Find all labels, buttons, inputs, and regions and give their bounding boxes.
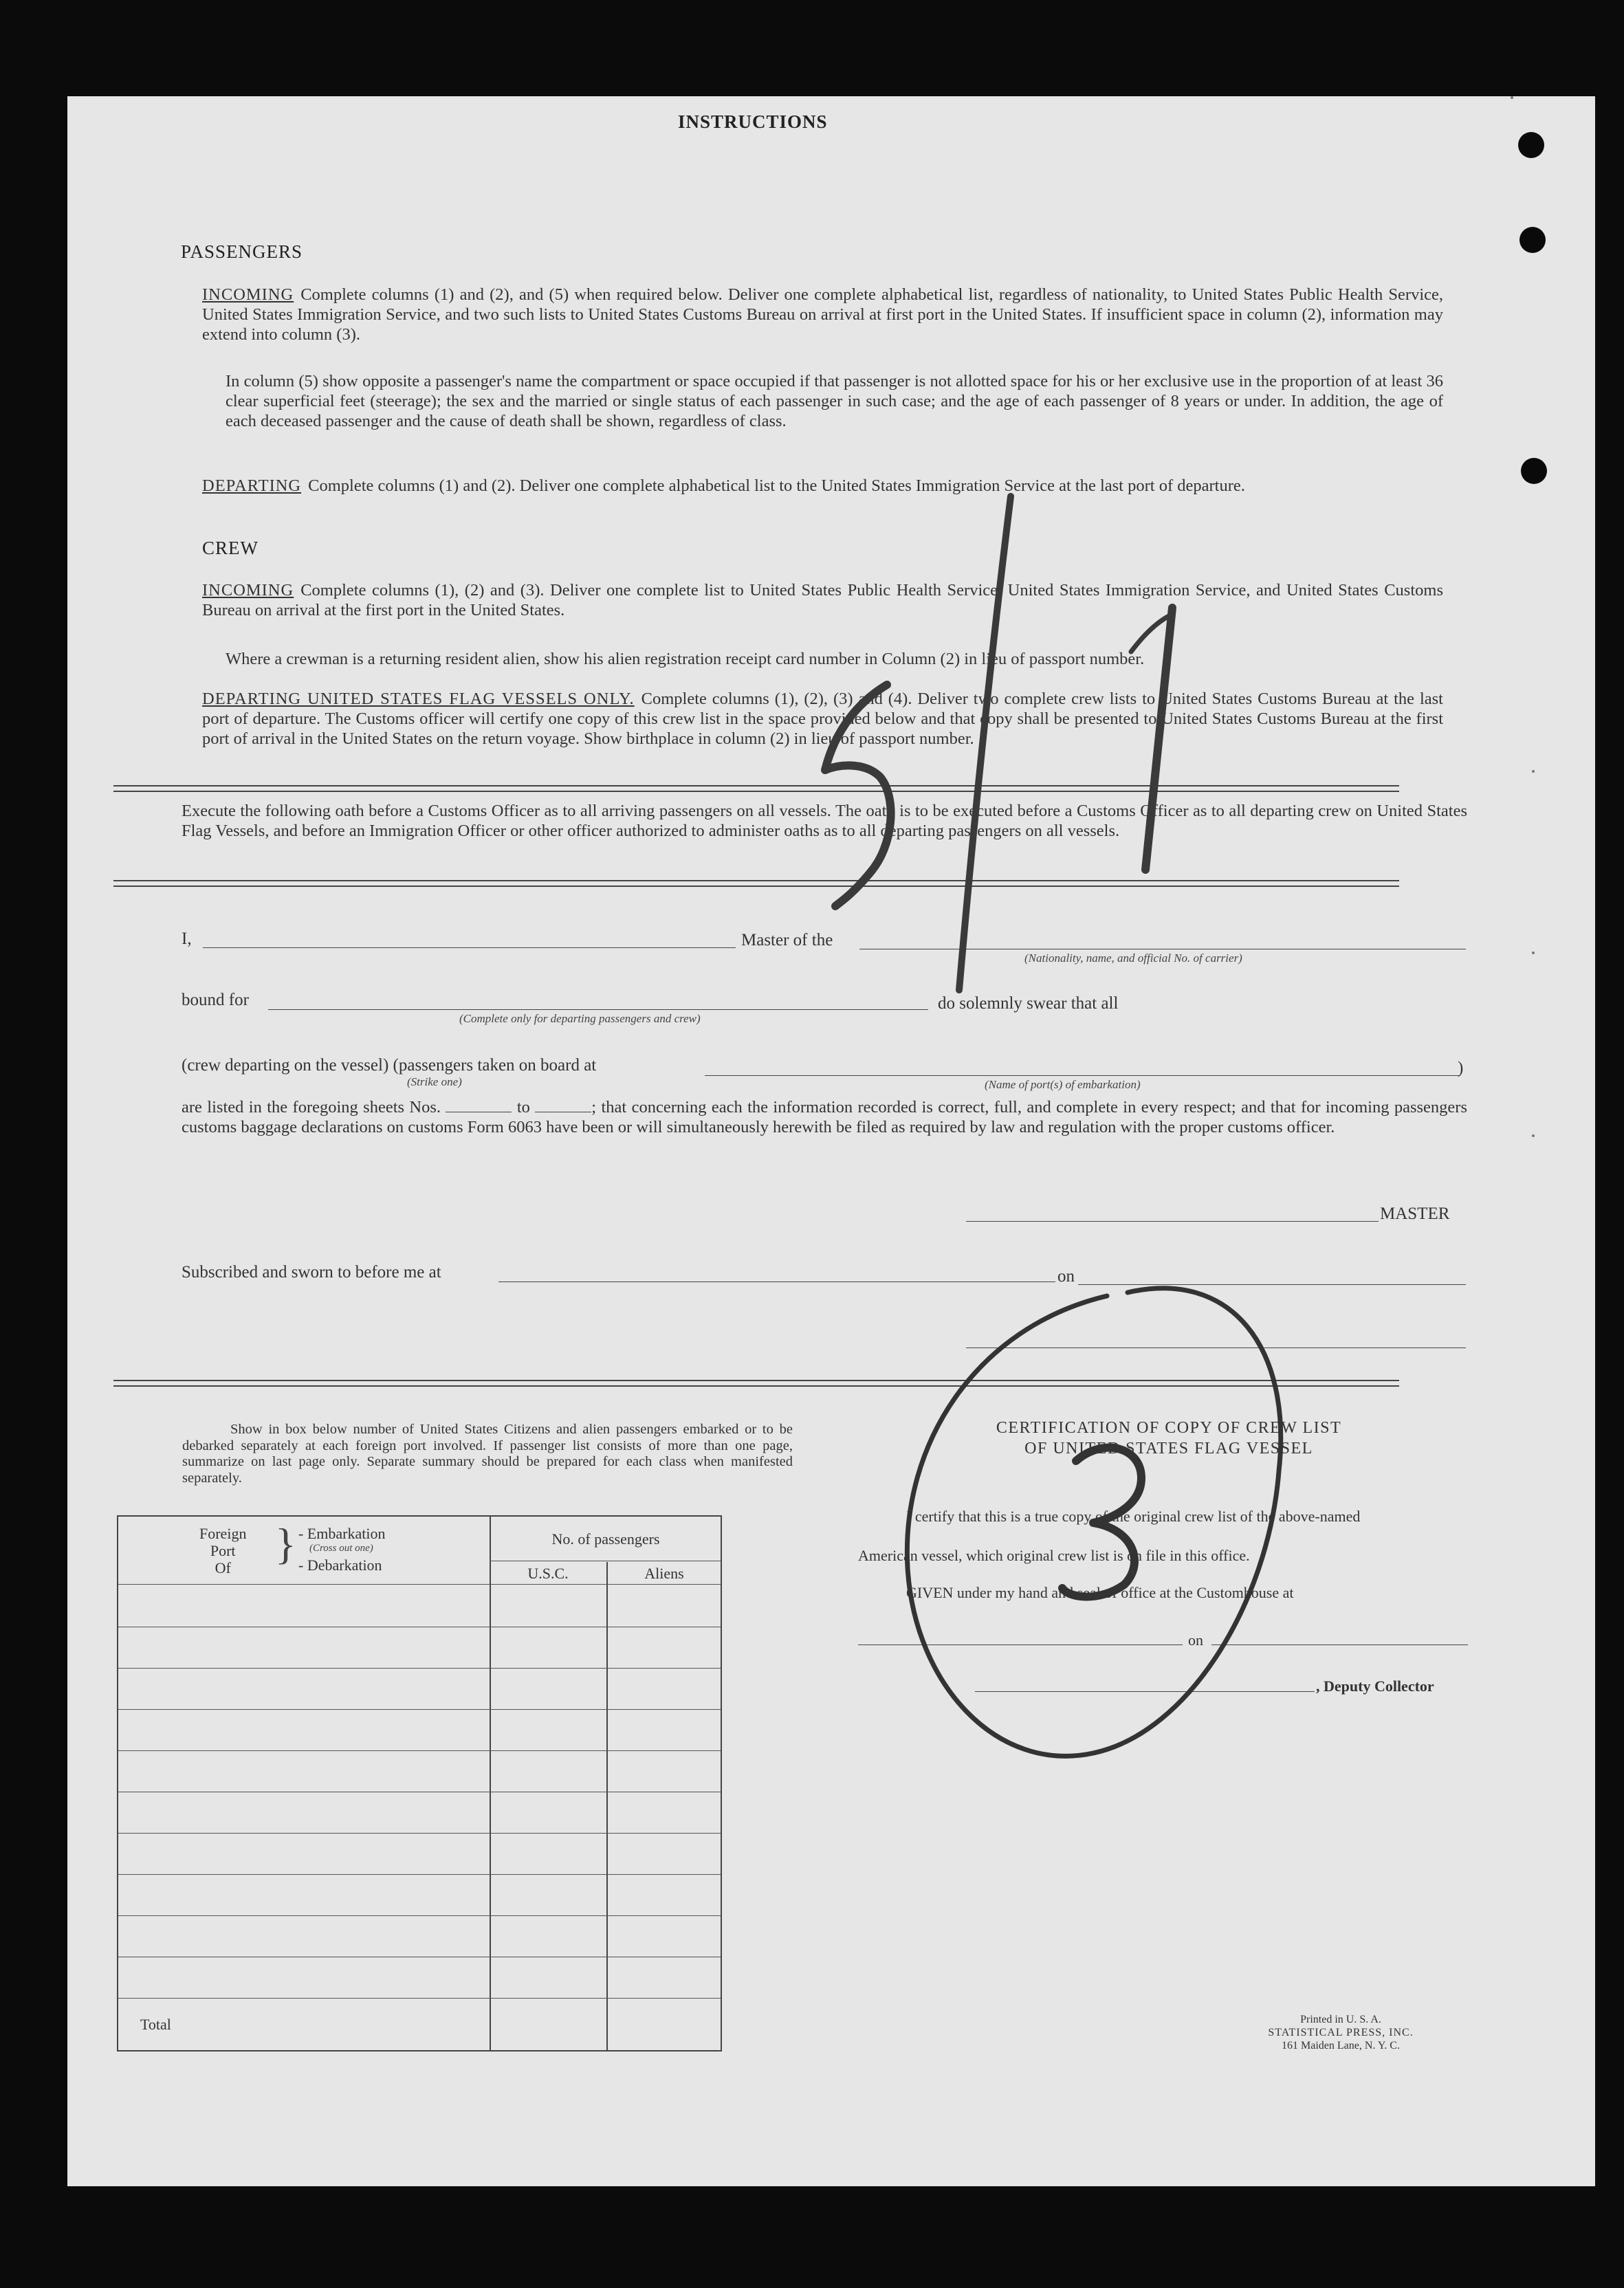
passengers-departing-text: Complete columns (1) and (2). Deliver one complete alphabetical list to the United States Immigration Service at the last port of departure.: [308, 476, 1245, 495]
total-label: Total: [140, 2016, 171, 2033]
brace-glyph: }: [275, 1519, 296, 1568]
table-row: [118, 1709, 721, 1710]
embarkation-label: - Embarkation: [298, 1525, 386, 1542]
passengers-incoming-lead: INCOMING: [202, 285, 294, 304]
certify-text-2: American vessel, which original crew list is on file in this office.: [858, 1547, 1250, 1564]
table-row: [118, 1833, 721, 1834]
port-label: Port: [210, 1542, 236, 1559]
crew-incoming-text: Complete columns (1), (2) and (3). Deliver one complete list to United States Public Health Service, United States Immigration Service, and United States Customs Bureau on arrival at the first port in the United States.: [202, 581, 1443, 619]
passengers-incoming-text: Complete columns (1) and (2), and (5) when required below. Deliver one complete alphabetical list, regardless of nationality, to United States Public Health Service, United States Immigration Service, and two such lists to United States Customs Bureau on arrival at first port in the United States. If insufficient space in column (2), information may extend into column (3).: [202, 285, 1443, 344]
debarkation-label: - Debarkation: [298, 1556, 382, 1574]
header-bottom-rule: [118, 1584, 721, 1585]
printer-imprint: [1238, 2013, 1444, 2052]
punch-hole: [1518, 132, 1544, 158]
foreign-label: Foreign: [199, 1525, 247, 1542]
deputy-collector-label: , Deputy Collector: [1316, 1678, 1434, 1695]
certify-text-1: I certify that this is a true copy of the original crew list of the above-named: [906, 1508, 1361, 1525]
carrier-caption: (Nationality, name, and official No. of carrier): [1024, 952, 1242, 965]
swear-text: do solemnly swear that all: [938, 994, 1119, 1013]
crew-departing-text: (crew departing on the vessel) (passengers taken on board at: [182, 1056, 597, 1075]
passengers-departing-paragraph: [202, 476, 1443, 496]
table-row: [118, 1668, 721, 1669]
punch-hole: [1519, 227, 1546, 253]
certification-on-label: on: [1188, 1631, 1203, 1649]
summary-instructions: Show in box below number of United States Citizens and alien passengers embarked or to be debarked separately at each foreign port involved. If passenger list consists of more than one page, summarize on last page only. Separate summary should be prepared for each class when manifested separately.: [182, 1422, 793, 1486]
crew-incoming-lead: INCOMING: [202, 581, 294, 600]
passengers-incoming-paragraph: [202, 285, 1443, 344]
passenger-summary-table: [117, 1515, 722, 2052]
given-text: GIVEN under my hand and seal of office at the Customhouse at: [906, 1584, 1294, 1601]
oath-body: [182, 1097, 1467, 1137]
instructions-title: INSTRUCTIONS: [678, 111, 828, 132]
master-label: MASTER: [1380, 1204, 1450, 1223]
deputy-signature-field[interactable]: [975, 1691, 1315, 1692]
table-column-divider: [490, 1517, 491, 2050]
customhouse-place-field[interactable]: [858, 1644, 1183, 1645]
bound-for-label: bound for: [182, 991, 249, 1009]
table-row: [118, 1915, 721, 1916]
master-signature-field[interactable]: [966, 1221, 1379, 1222]
bound-for-field[interactable]: [268, 1009, 928, 1010]
cross-out-caption: (Cross out one): [309, 1543, 373, 1554]
close-paren: ): [1458, 1059, 1464, 1077]
crew-incoming-paragraph: [202, 580, 1443, 620]
table-column-divider: [606, 1562, 608, 2050]
oath-intro: Execute the following oath before a Customs Officer as to all arriving passengers on all vessels. The oath is to be executed before a Customs Officer as to all departing crew on United States Flag Vessels, and before an Immigration Officer or other officer authorized to administer oaths as to all departing passengers on all vessels.: [182, 802, 1467, 840]
bound-for-caption: (Complete only for departing passengers and crew): [459, 1012, 701, 1025]
of-label: Of: [215, 1559, 231, 1576]
printer-line3: 161 Maiden Lane, N. Y. C.: [1282, 2040, 1400, 2052]
oath-i-label: I,: [182, 930, 192, 948]
strike-one-caption: (Strike one): [407, 1075, 462, 1088]
crew-departing-lead: DEPARTING UNITED STATES FLAG VESSELS ONLY.: [202, 690, 635, 708]
port-caption: (Name of port(s) of embarkation): [985, 1078, 1141, 1091]
table-row: [118, 1750, 721, 1751]
certification-title: [859, 1418, 1478, 1459]
crew-resident-paragraph: Where a crewman is a returning resident alien, show his alien registration receipt card number in Column (2) in lieu of passport number.: [226, 650, 1145, 668]
scan-speck: [1511, 96, 1513, 99]
sworn-on-label: on: [1057, 1267, 1075, 1286]
crew-departing-text: Complete columns (1), (2), (3) and (4). Deliver two complete crew lists to United States Customs Bureau at the last port of departure. The Customs officer will certify one copy of this crew list in the space provided below and that copy shall be presented to United States Customs Bureau at the first port of arrival in the United States on the return voyage. Show birthplace in column (2) in lieu of passport number.: [202, 690, 1443, 748]
foreign-port-label: [199, 1525, 246, 1576]
certification-title-line1: CERTIFICATION OF COPY OF CREW LIST: [996, 1419, 1342, 1437]
aliens-header: Aliens: [644, 1565, 684, 1582]
sworn-date-field[interactable]: [1078, 1284, 1466, 1285]
punch-hole: [1521, 458, 1547, 484]
scan-speck: [1532, 1134, 1535, 1137]
table-row: [118, 1874, 721, 1875]
master-name-field[interactable]: [203, 947, 736, 948]
subscribed-label: Subscribed and sworn to before me at: [182, 1263, 441, 1282]
section-divider: [113, 1380, 1399, 1387]
table-row: [118, 1998, 721, 1999]
scan-speck: [1532, 952, 1535, 954]
passengers-departing-lead: DEPARTING: [202, 476, 302, 495]
passengers-column5-paragraph: In column (5) show opposite a passenger's name the compartment or space occupied if that passenger is not allotted space for his or her exclusive use in the proportion of at least 36 clear superficial feet (steerage); the sex and the married or single status of each passenger in such case; and the age of each passenger of 8 years or under. In addition, the age of each deceased passenger and the cause of death shall be shown, regardless of class.: [226, 372, 1443, 430]
certification-date-field[interactable]: [1211, 1644, 1468, 1645]
listed-text-2: ; that concerning each the information recorded is correct, full, and complete in every respect; and that for incoming passengers customs baggage declarations on customs Form 6063 have been or will simultaneously herewith be filed as required by law and regulation with the proper customs officer.: [182, 1098, 1467, 1136]
section-divider: [113, 880, 1399, 887]
listed-text-1: are listed in the foregoing sheets Nos.: [182, 1098, 441, 1116]
master-of-label: Master of the: [741, 931, 833, 949]
printer-line1: Printed in U. S. A.: [1300, 2014, 1381, 2025]
to-label: to: [516, 1098, 530, 1116]
crew-departing-paragraph: [202, 689, 1443, 749]
passengers-heading: PASSENGERS: [181, 241, 303, 262]
usc-header: U.S.C.: [527, 1565, 569, 1582]
no-passengers-header: No. of passengers: [551, 1530, 660, 1548]
crew-heading: CREW: [202, 538, 259, 558]
printer-line2: STATISTICAL PRESS, INC.: [1268, 2027, 1414, 2038]
port-of-embarkation-field[interactable]: [705, 1075, 1460, 1076]
scan-speck: [1532, 770, 1535, 773]
section-divider: [113, 785, 1399, 792]
certification-title-line2: OF UNITED STATES FLAG VESSEL: [1024, 1440, 1313, 1458]
